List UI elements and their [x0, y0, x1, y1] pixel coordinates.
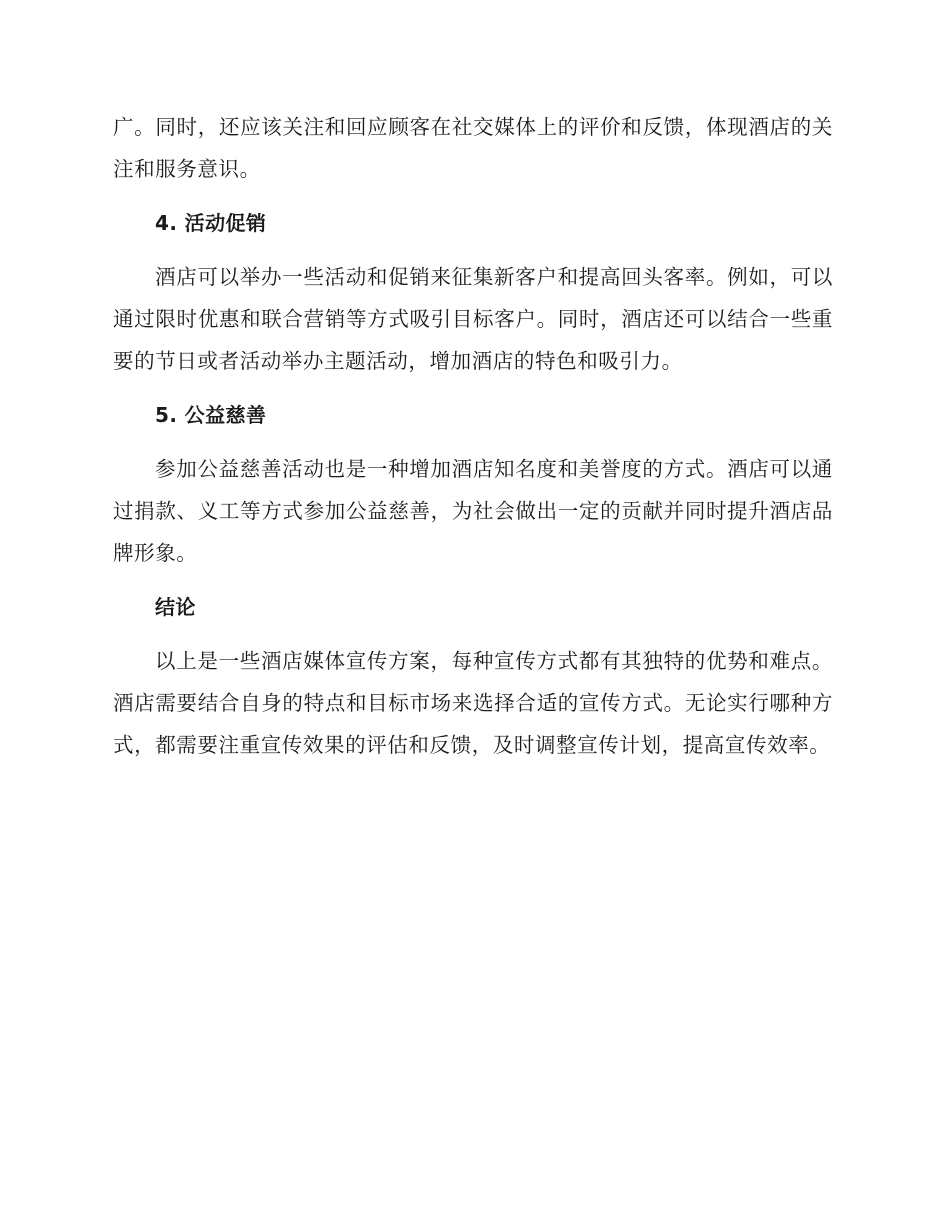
section-body-conclusion: 以上是一些酒店媒体宣传方案，每种宣传方式都有其独特的优势和难点。酒店需要结合自身的特点和目标市场来选择合适的宣传方式。无论实行哪种方式，都需要注重宣传效果的评估和反馈，及时调整宣传计划，提高宣传效率。	[113, 649, 833, 757]
section-heading-promotions: 4. 活动促销	[155, 211, 267, 235]
section-body-promotions: 酒店可以举办一些活动和促销来征集新客户和提高回头客率。例如，可以通过限时优惠和联合营销等方式吸引目标客户。同时，酒店还可以结合一些重要的节日或者活动举办主题活动，增加酒店的特色和吸引力。	[113, 265, 833, 373]
continuation-paragraph: 广。同时，还应该关注和回应顾客在社交媒体上的评价和反馈，体现酒店的关注和服务意识。	[113, 115, 833, 181]
section-heading-conclusion: 结论	[155, 595, 196, 619]
document-page	[113, 106, 833, 766]
section-body-charity: 参加公益慈善活动也是一种增加酒店知名度和美誉度的方式。酒店可以通过捐款、义工等方式参加公益慈善，为社会做出一定的贡献并同时提升酒店品牌形象。	[113, 457, 833, 565]
section-heading-charity: 5. 公益慈善	[155, 403, 267, 427]
